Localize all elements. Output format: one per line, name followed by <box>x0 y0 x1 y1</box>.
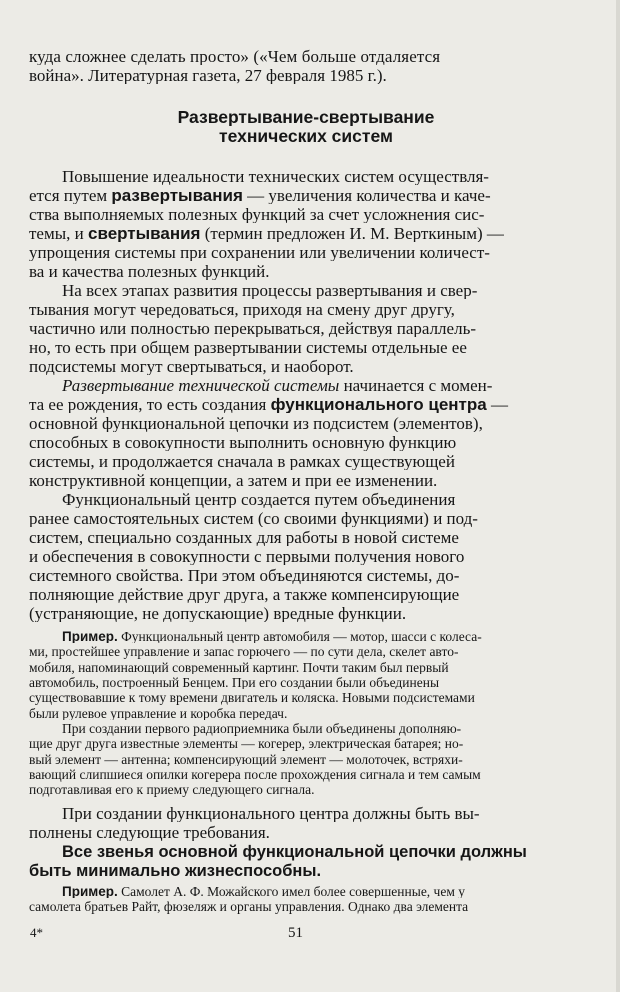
paragraph-line: (устраняющие, не допускающие) вредные функции. <box>29 604 407 622</box>
paragraph-line: основной функциональной цепочки из подсистем (элементов), <box>29 414 483 432</box>
section-heading-line-2: технических систем <box>219 128 393 146</box>
paragraph-line <box>29 225 620 242</box>
paragraph-line: системного свойства. При этом объединяются системы, до- <box>29 566 460 584</box>
paragraph-line: систем, специально созданных для работы в новой системе <box>29 528 459 546</box>
signature-mark: 4* <box>30 925 43 940</box>
example-line: самолета братьев Райт, фюзеляж и органы управления. Однако два элемента <box>29 900 469 914</box>
example-label: Пример. <box>62 629 118 644</box>
paragraph-line: упрощения системы при сохранении или увеличении количест- <box>29 244 490 262</box>
text-run: темы, и <box>29 225 89 243</box>
paragraph-line: Повышение идеальности технических систем осуществля- <box>62 168 489 186</box>
paragraph-line: способных в совокупности выполнить основную функцию <box>29 433 457 451</box>
text-run: — увеличения количества и каче- <box>242 187 491 205</box>
example-line: вый элемент — антенна; компенсирующий элемент — молоточек, встряхи- <box>29 752 463 767</box>
text-run: начинается с момен- <box>339 376 493 394</box>
example-line: существовавшие к тому времени двигатель и коляска. Новыми подсистемами <box>29 691 475 705</box>
paragraph-line: но, то есть при общем развертывании системы отдельные ее <box>29 338 467 356</box>
example-line: ми, простейшее управление и запас горючего — по сути дела, скелет авто- <box>29 645 459 659</box>
example-line: При создании первого радиоприемника были объединены дополняю- <box>62 722 462 736</box>
paragraph-line <box>62 377 620 394</box>
rule-statement: быть минимально жизнеспособны. <box>29 863 322 880</box>
text-line: война». Литературная газета, 27 февраля 1985 г.). <box>29 67 387 84</box>
page-number: 51 <box>288 925 303 941</box>
text-run: (термин предложен И. М. Верткиным) — <box>200 225 504 243</box>
page-edge <box>616 0 620 992</box>
paragraph-line: полнены следующие требования. <box>29 824 270 842</box>
text-run: — <box>486 395 508 413</box>
text-run: ется путем <box>29 187 112 205</box>
paragraph-line: При создании функционального центра должны быть вы- <box>62 805 480 823</box>
term-bold: развертывания <box>111 187 243 205</box>
example-label: Пример. <box>62 884 118 899</box>
example-line: мобиля, напоминающий современный картинг. Почти таким был первый <box>29 660 449 675</box>
example-line: подготавливая его к приему следующего сигнала. <box>29 783 315 797</box>
example-line <box>62 630 620 644</box>
paragraph-line: ства выполняемых полезных функций за счет усложнения сис- <box>29 206 485 224</box>
text-run: Функциональный центр автомобиля — мотор, шасси с колеса- <box>117 629 482 644</box>
example-line: щие друг друга известные элементы — когерер, электрическая батарея; но- <box>29 737 464 751</box>
term-bold: функционального центра <box>270 395 487 413</box>
example-line <box>62 885 620 899</box>
paragraph-line: ранее самостоятельных систем (со своими функциями) и под- <box>29 509 478 527</box>
section-heading-line-1: Развертывание-свертывание <box>177 108 435 126</box>
paragraph-line: частично или полностью перекрываться, действуя параллель- <box>29 320 476 337</box>
term-bold: свертывания <box>88 225 201 243</box>
paragraph-line: тывания могут чередоваться, приходя на смену друг другу, <box>29 301 455 318</box>
term-italic: Развертывание технической системы <box>62 376 340 394</box>
paragraph-line: системы, и продолжается сначала в рамках существующей <box>29 452 455 470</box>
paragraph-line: конструктивной концепции, а затем и при ее изменении. <box>29 471 438 489</box>
paragraph-line <box>29 187 620 204</box>
paragraph-line: На всех этапах развития процессы развертывания и свер- <box>62 282 478 299</box>
paragraph-line: и обеспечения в совокупности с первыми получения нового <box>29 547 465 565</box>
example-line: были рулевое управление и коробка передач. <box>29 706 288 721</box>
paragraph-line: ва и качества полезных функций. <box>29 263 270 280</box>
paragraph-line: подсистемы могут свертываться, и наоборот. <box>29 357 354 375</box>
example-line: вающий слипшиеся опилки когерера после прохождения сигнала и тем самым <box>29 768 481 782</box>
text-line: куда сложнее сделать просто» («Чем больше отдаляется <box>29 48 441 65</box>
paragraph-line <box>29 396 620 413</box>
rule-statement: Все звенья основной функциональной цепочки должны <box>62 844 527 861</box>
text-run: Самолет А. Ф. Можайского имел более совершенные, чем у <box>117 884 466 899</box>
text-run: та ее рождения, то есть создания <box>29 395 271 413</box>
paragraph-line: Функциональный центр создается путем объединения <box>62 490 456 508</box>
paragraph-line: полняющие действие друг друга, а также компенсирующие <box>29 585 460 603</box>
example-line: автомобиль, построенный Бенцем. При его создании были объединены <box>29 675 440 690</box>
